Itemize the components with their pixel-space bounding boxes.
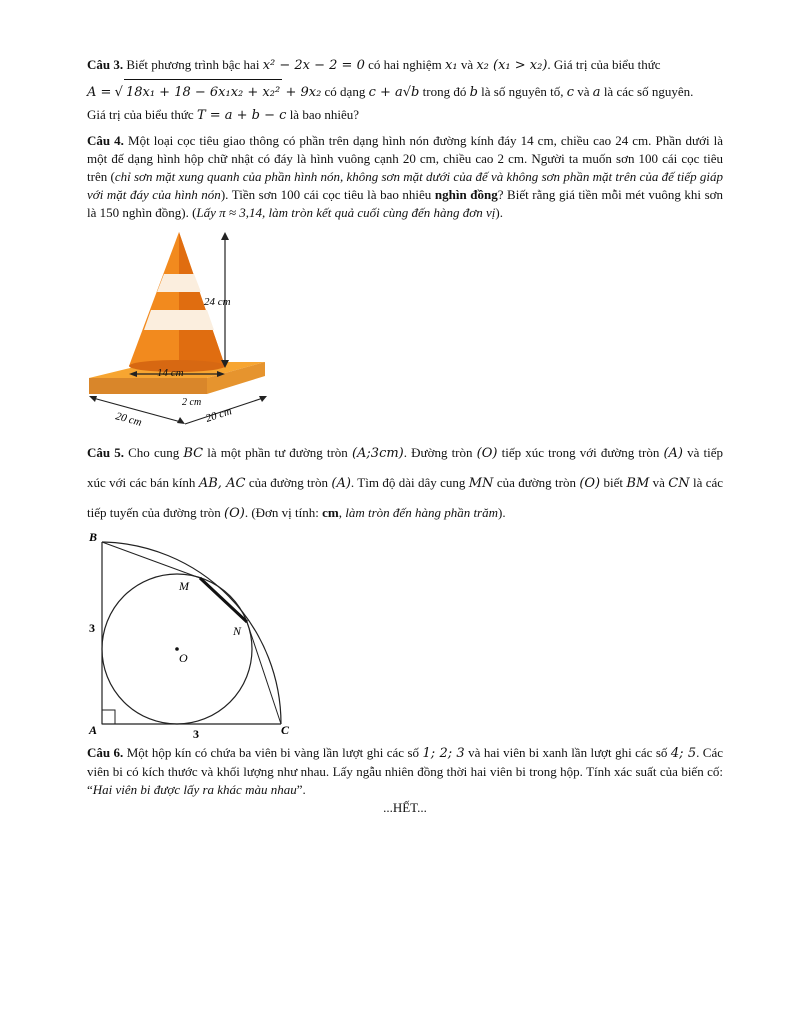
q5-radii: AB, AC xyxy=(198,476,246,491)
q5-text: . Tìm độ dài dây cung xyxy=(350,475,466,490)
q3-A-lhs: A = xyxy=(87,85,112,100)
q5-BC: BC xyxy=(183,446,204,461)
q3-text: và xyxy=(577,84,590,99)
point-C-label: C xyxy=(281,723,290,737)
question-3-label: Câu 3. xyxy=(87,57,124,72)
q3-text: có dạng xyxy=(324,84,366,99)
q4-text: ). Tiền sơn 100 cái cọc tiêu là bao nhiêu xyxy=(220,187,432,202)
cone-diameter-label: 14 cm xyxy=(157,367,184,379)
question-6-label: Câu 6. xyxy=(87,745,124,760)
q5-italic-note: làm tròn đến hàng phần trăm xyxy=(345,505,498,520)
q3-text: . Giá trị của biểu thức xyxy=(547,57,661,72)
point-A-label: A xyxy=(89,723,98,737)
question-6 xyxy=(87,744,723,817)
q3-x1: x₁ xyxy=(445,58,458,73)
question-3 xyxy=(87,52,723,132)
q5-text: là các tiếp tuyến của đường tròn xyxy=(87,475,724,520)
q5-text: là một phần tư đường tròn xyxy=(207,445,348,460)
q3-var-c: c xyxy=(566,85,575,100)
q5-text: Cho cung xyxy=(128,445,180,460)
side-AB-length: 3 xyxy=(89,621,95,635)
exam-page xyxy=(87,52,723,817)
q5-circle-O: (O) xyxy=(579,476,601,491)
q3-var-a: a xyxy=(592,85,601,100)
point-B-label: B xyxy=(89,530,98,544)
q4-text: Một loại cọc tiêu giao thông có phần trên dạng hình nón đường kính đáy 14 cm, chiều cao 24 cm. Phần dưới là một đế dạng hình hộp chữ nhật có đáy là hình vuông cạnh 20 cm, chiều cao 2 cm. Người ta muốn sơn 100 cái cọc tiêu trên ( xyxy=(87,133,724,184)
q4-text: ). xyxy=(495,205,503,220)
q3-text: có hai nghiệm xyxy=(368,57,442,72)
question-5-label: Câu 5. xyxy=(87,445,124,460)
q4-italic-note: Lấy π ≈ 3,14, làm tròn kết quả cuối cùng đến hàng đơn vị xyxy=(196,205,496,220)
question-4 xyxy=(87,132,723,431)
q5-BM: BM xyxy=(626,476,650,491)
side-AC-length: 3 xyxy=(193,727,199,741)
q3-A-radicand: 18x₁ + 18 − 6x₁x₂ + x₂² xyxy=(124,79,282,106)
end-marker: ...HẾT... xyxy=(383,800,427,815)
quarter-circle-figure xyxy=(85,530,305,742)
q5-text: tiếp xúc trong với đường tròn xyxy=(501,445,660,460)
q3-x2-condition: x₂ (x₁ > x₂) xyxy=(476,58,548,73)
q6-yellow-numbers: 1; 2; 3 xyxy=(422,746,465,761)
q3-A-tail: + 9x₂ xyxy=(285,85,322,100)
base-side-1-label: 20 cm xyxy=(114,410,144,429)
q5-text: . (Đơn vị tính: xyxy=(244,505,319,520)
q5-text: ). xyxy=(498,505,506,520)
q6-text: ”. xyxy=(296,782,306,797)
point-N-label: N xyxy=(233,624,242,638)
q3-T: T = a + b − c xyxy=(196,108,287,123)
base-side-2-label: 20 cm xyxy=(204,405,234,425)
q5-text: . Đường tròn xyxy=(403,445,473,460)
point-M-label: M xyxy=(179,579,189,593)
q3-text: trong đó xyxy=(422,84,467,99)
q3-var-b: b xyxy=(469,85,478,100)
q4-text: ? Biết rằng giá tiền mỗi mét vuông khi sơn là 150 nghìn đồng). ( xyxy=(87,187,724,220)
q4-italic-note: chỉ sơn mặt xung quanh của phần hình nón, không sơn mặt dưới của đế và không sơn phần mặt trên của đế tiếp giáp với mặt đáy của hình nón xyxy=(87,169,723,202)
q3-text: là các số nguyên. xyxy=(603,84,694,99)
q3-text: là số nguyên tố, xyxy=(481,84,564,99)
q5-text: biết xyxy=(603,475,624,490)
question-4-label: Câu 4. xyxy=(87,133,124,148)
q5-text: của đường tròn xyxy=(496,475,576,490)
q5-circle-A: (A) xyxy=(663,446,684,461)
base-height-label: 2 cm xyxy=(182,397,202,408)
cone-height-label: 24 cm xyxy=(204,296,231,308)
point-O-label: O xyxy=(179,651,188,665)
q6-event: Hai viên bi được lấy ra khác màu nhau xyxy=(92,782,297,797)
q5-CN: CN xyxy=(668,476,690,491)
q6-text: và hai viên bi xanh lần lượt ghi các số xyxy=(468,745,668,760)
q5-circle-O: (O) xyxy=(476,446,498,461)
q6-blue-numbers: 4; 5 xyxy=(670,746,697,761)
q4-unit-bold: nghìn đồng xyxy=(434,187,498,202)
question-5 xyxy=(87,438,723,742)
q3-sqrt-sign: √ xyxy=(114,85,123,100)
q5-text: của đường tròn xyxy=(248,475,328,490)
q3-text: và xyxy=(460,57,474,72)
q5-text: và tiếp xúc với các bán kính xyxy=(87,445,724,490)
q3-text: Biết phương trình bậc hai xyxy=(126,57,260,72)
q3-text: Giá trị của biểu thức xyxy=(87,107,194,122)
q3-form: c + a√b xyxy=(368,85,420,100)
q3-equation: x² − 2x − 2 = 0 xyxy=(262,58,365,73)
q5-circle-A: (A;3cm) xyxy=(351,446,404,461)
traffic-cone-figure xyxy=(87,226,287,431)
q5-circle-O: (O) xyxy=(224,506,245,521)
q5-text: , xyxy=(338,505,346,520)
q3-text: là bao nhiêu? xyxy=(289,107,359,122)
q6-text: . Các viên bi có kích thước và khối lượng như nhau. Lấy ngẫu nhiên đồng thời hai viên bi trong hộp. Tính xác suất của biến cố: “ xyxy=(87,745,724,797)
q5-unit: cm xyxy=(322,505,339,520)
q5-text: và xyxy=(652,475,665,490)
q5-MN: MN xyxy=(468,476,494,491)
q5-circle-A: (A) xyxy=(331,476,351,491)
q6-text: Một hộp kín có chứa ba viên bi vàng lần lượt ghi các số xyxy=(126,745,420,760)
